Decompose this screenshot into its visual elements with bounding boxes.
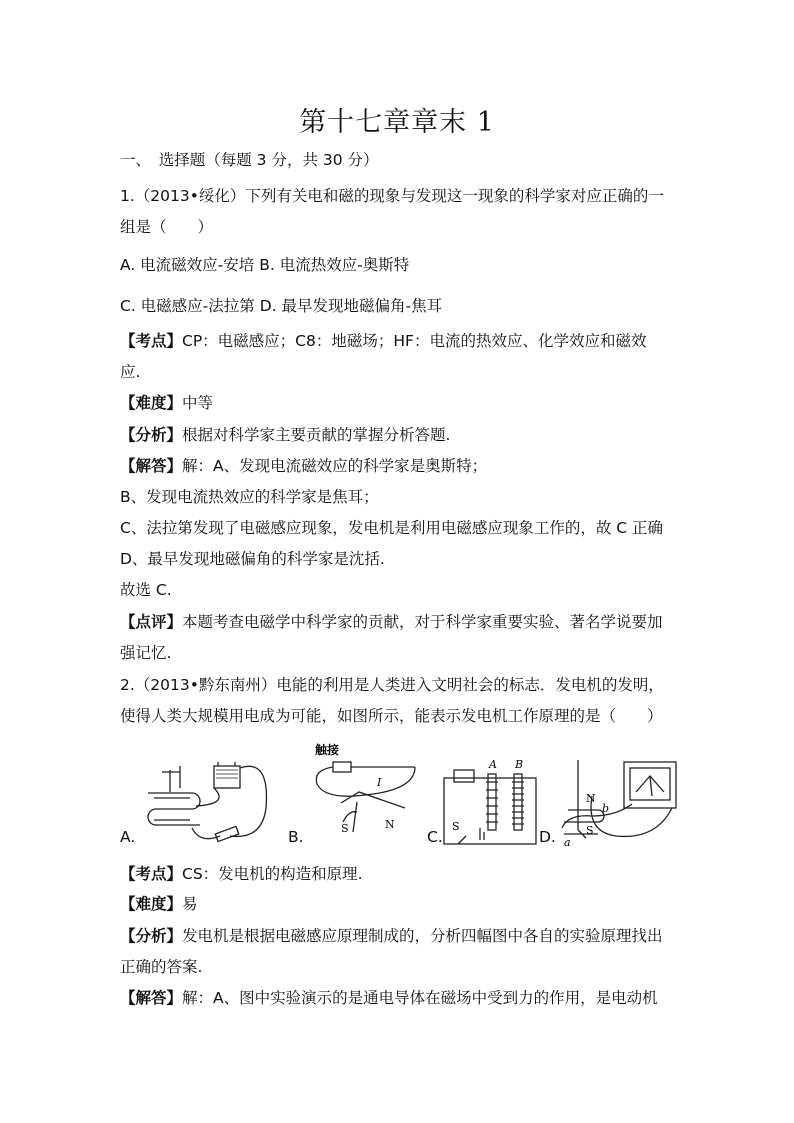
q2-nandu-text: 易 <box>182 895 198 913</box>
q1-answer: 故选 C. <box>120 581 172 599</box>
nandu-tag: 【难度】 <box>120 394 183 412</box>
q2-jieda <box>120 988 658 1008</box>
kaodian-text: CP：电磁感应；C8：地磁场；HF：电流的热效应、化学效应和磁效 <box>182 332 647 350</box>
figure-b-label: B. <box>288 828 304 846</box>
q2-kaodian-tag: 【考点】 <box>120 865 183 883</box>
dianping-text: 本题考查电磁学中科学家的贡献，对于科学家重要实验、著名学说要加 <box>182 613 663 631</box>
figure-d-b-label: b <box>602 802 610 815</box>
figure-d-label: D. <box>539 828 556 846</box>
q1-fenxi <box>120 425 450 445</box>
q1-dianping <box>120 612 663 632</box>
q2-fenxi-text: 发电机是根据电磁感应原理制成的，分析四幅图中各自的实验原理找出 <box>182 927 663 945</box>
figure-d-s-label: S <box>586 824 594 837</box>
q1-options-line2: C. 电磁感应-法拉第 D. 最早发现地磁偏角-焦耳 <box>120 297 443 315</box>
q2-fenxi-tag: 【分析】 <box>120 927 183 945</box>
q2-fenxi <box>120 926 663 946</box>
fenxi-tag: 【分析】 <box>120 426 183 444</box>
q2-nandu <box>120 894 198 914</box>
figure-c-label: C. <box>427 828 443 846</box>
q2-stem-line2: 使得人类大规模用电成为可能，如图所示，能表示发电机工作原理的是（ ） <box>120 707 663 725</box>
q2-nandu-tag: 【难度】 <box>120 895 183 913</box>
q1-options-line1: A. 电流磁效应-安培 B. 电流热效应-奥斯特 <box>120 256 410 274</box>
figure-a-label: A. <box>120 828 136 846</box>
nandu-text: 中等 <box>182 394 214 412</box>
q2-fenxi-cont: 正确的答案. <box>120 958 203 976</box>
q1-nandu <box>120 393 213 413</box>
section-heading: 一、 选择题（每题 3 分，共 30 分） <box>120 151 379 169</box>
q1-jieda-d: D、最早发现地磁偏角的科学家是沈括. <box>120 550 385 568</box>
q2-kaodian <box>120 864 363 884</box>
q1-jieda-b: B、发现电流热效应的科学家是焦耳； <box>120 488 379 506</box>
q2-kaodian-text: CS：发电机的构造和原理. <box>182 865 363 883</box>
figure-b-oersted-diagram <box>305 740 425 840</box>
figure-b-touch-text: 触接 <box>315 743 340 757</box>
q1-kaodian <box>120 331 646 351</box>
q1-stem-line1: 1.（2013•绥化）下列有关电和磁的现象与发现这一现象的科学家对应正确的一 <box>120 187 664 205</box>
figure-b-current-label: I <box>377 776 382 789</box>
figure-c-electromagnet-diagram <box>440 756 540 848</box>
figure-c-a-label: A <box>489 758 497 771</box>
figure-a-motor-diagram <box>140 748 280 846</box>
kaodian-tag: 【考点】 <box>120 332 183 350</box>
jieda-text: 解：A、发现电流磁效应的科学家是奥斯特； <box>182 457 488 475</box>
q1-dianping-cont: 强记忆. <box>120 644 172 662</box>
dianping-tag: 【点评】 <box>120 613 183 631</box>
q2-jieda-tag: 【解答】 <box>120 989 183 1007</box>
figure-c-s-label: S <box>452 820 460 833</box>
q1-stem-line2: 组是（ ） <box>120 218 214 236</box>
q1-kaodian-cont: 应. <box>120 363 141 381</box>
q1-jieda <box>120 456 487 476</box>
jieda-tag: 【解答】 <box>120 457 183 475</box>
q2-stem-line1: 2.（2013•黔东南州）电能的利用是人类进入文明社会的标志．发电机的发明， <box>120 676 664 694</box>
q1-jieda-c: C、法拉第发现了电磁感应现象，发电机是利用电磁感应现象工作的，故 C 正确 <box>120 519 664 537</box>
figure-c-b-label: B <box>515 758 524 771</box>
figure-d-n-label: N <box>586 792 596 805</box>
figure-b-n-label: N <box>385 818 395 831</box>
q2-jieda-text: 解：A、图中实验演示的是通电导体在磁场中受到力的作用，是电动机 <box>182 989 658 1007</box>
page-title: 第十七章章末 1 <box>299 107 495 138</box>
figure-d-a-label: a <box>564 836 571 848</box>
figure-b-s-label: S <box>341 822 349 835</box>
figure-d-generator-diagram <box>556 752 688 848</box>
fenxi-text: 根据对科学家主要贡献的掌握分析答题. <box>182 426 451 444</box>
